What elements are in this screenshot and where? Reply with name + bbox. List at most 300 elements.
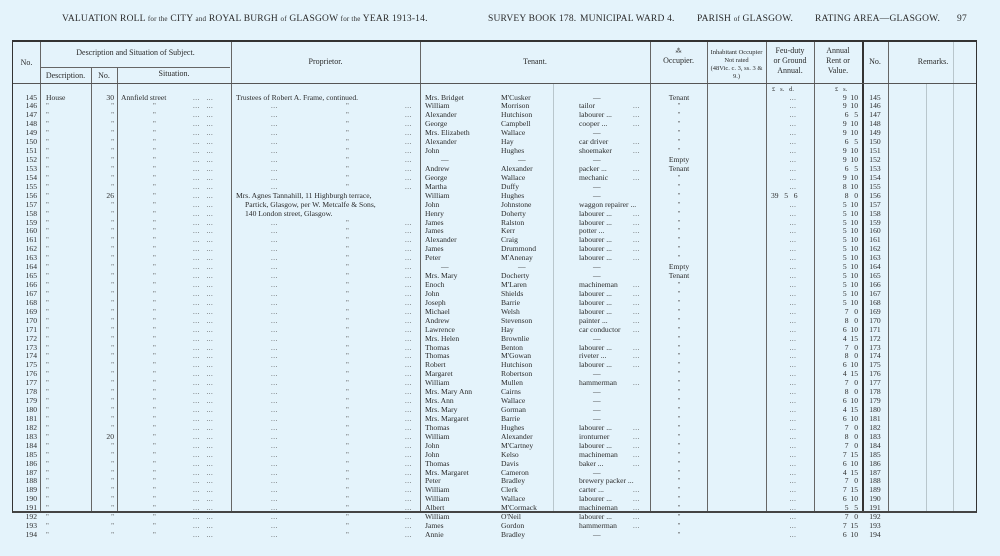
description: " <box>46 227 49 236</box>
proprietor-dots: ... <box>271 156 278 164</box>
situation: " <box>153 361 156 370</box>
feu-duty: ... <box>789 245 797 254</box>
house-number: " <box>111 138 114 147</box>
row-number-right: 186 <box>869 458 881 468</box>
situation: " <box>153 495 156 504</box>
occupier-status: " <box>677 531 681 540</box>
annual-rent: 8 0 <box>844 190 858 200</box>
row-number: 180 <box>25 405 37 415</box>
row-number: 176 <box>25 369 37 379</box>
row-number: 185 <box>25 449 37 459</box>
proprietor-dots: ... <box>271 289 278 298</box>
feu-duty: ... <box>789 263 797 272</box>
description: " <box>46 182 49 191</box>
situation-dots: ... ... <box>193 209 214 218</box>
situation-dots: ... ... <box>193 477 214 486</box>
description: " <box>46 522 49 531</box>
feu-line: Feu-duty <box>775 46 805 55</box>
occupier-status: " <box>677 129 681 138</box>
description: " <box>46 388 49 397</box>
table-row <box>13 495 978 504</box>
rent-line: Rent or <box>826 56 850 65</box>
proprietor-dots: ... <box>271 397 278 406</box>
feu-duty: ... <box>789 254 797 263</box>
row-number: 169 <box>25 306 37 316</box>
row-number-right: 184 <box>869 440 881 450</box>
proprietor-dots: ... <box>405 414 412 423</box>
occupation-dots: ... <box>633 450 640 459</box>
row-number-right: 157 <box>869 199 881 209</box>
proprietor-dots: ... <box>271 432 278 441</box>
annual-rent: 6 10 <box>842 360 858 370</box>
row-number-right: 191 <box>869 503 881 513</box>
house-number: " <box>111 316 114 325</box>
occupation: cooper ... <box>579 119 608 129</box>
description: " <box>46 423 49 432</box>
occupier-status: " <box>677 504 681 513</box>
table-row <box>13 460 978 469</box>
inhabitant-line: Not rated <box>724 57 749 64</box>
tenant-surname: M'Laren <box>501 280 527 290</box>
situation-dots: ... ... <box>193 414 214 423</box>
occupier-status: " <box>677 459 681 468</box>
occupation-dots: ... <box>633 120 640 129</box>
situation: " <box>153 263 156 272</box>
annual-rent: 4 15 <box>842 405 858 415</box>
annual-rent: 7 0 <box>844 512 858 522</box>
table-row <box>13 370 978 379</box>
row-number-right: 152 <box>869 155 881 164</box>
row-number-right: 175 <box>869 360 881 370</box>
occupier-status: " <box>677 245 681 254</box>
description: " <box>46 129 49 138</box>
row-number: 148 <box>25 119 37 129</box>
annual-rent: 5 10 <box>842 253 858 263</box>
rating-area: RATING AREA—GLASGOW. <box>815 14 941 24</box>
feu-duty: ... <box>789 352 797 361</box>
proprietor-dots: ... <box>405 459 412 468</box>
proprietor-dots: ... <box>271 423 278 432</box>
occupier-status: " <box>677 361 681 370</box>
proprietor-dots: ... <box>405 522 412 531</box>
table-row <box>13 433 978 442</box>
tenant-surname: Ralston <box>501 217 525 227</box>
proprietor-ditto: " <box>346 441 349 450</box>
table-row <box>13 192 978 201</box>
proprietor-ditto: " <box>346 182 349 191</box>
proprietor-dots: ... <box>405 495 412 504</box>
tenant-surname: Alexander <box>501 163 533 173</box>
col-header-occupier <box>650 49 707 66</box>
occupation: — <box>593 262 601 272</box>
table-row <box>13 522 978 531</box>
table-row <box>13 531 978 540</box>
occupation-dots: ... <box>633 423 640 432</box>
house-number: " <box>111 468 114 477</box>
proprietor-dots: ... <box>405 504 412 513</box>
proprietor-ditto: " <box>346 173 349 182</box>
description: " <box>46 432 49 441</box>
table-row <box>13 397 978 406</box>
parish-part: GLASGOW. <box>742 14 794 24</box>
house-number: " <box>111 397 114 406</box>
description: " <box>46 298 49 307</box>
proprietor-dots: ... <box>271 379 278 388</box>
proprietor-dots: ... <box>271 370 278 379</box>
tenant-first-name: Joseph <box>425 297 446 307</box>
situation-dots: ... ... <box>193 272 214 281</box>
situation-dots: ... ... <box>193 432 214 441</box>
row-number-right: 172 <box>869 333 881 343</box>
description: " <box>46 352 49 361</box>
proprietor-dots: ... <box>405 164 412 173</box>
house-number: 26 <box>106 190 114 200</box>
row-number: 179 <box>25 396 37 406</box>
tenant-surname: Barrie <box>501 297 520 307</box>
tenant-first-name: William <box>425 101 450 111</box>
occupation: — <box>593 333 601 343</box>
proprietor-dots: ... <box>405 227 412 236</box>
description: " <box>46 379 49 388</box>
tenant-first-name: Michael <box>425 306 450 316</box>
occupier-status: " <box>677 289 681 298</box>
proprietor-dots: ... <box>271 513 278 522</box>
feu-duty: ... <box>789 343 797 352</box>
valuation-table <box>12 40 977 540</box>
feu-duty: ... <box>789 450 797 459</box>
table-row <box>13 335 978 344</box>
feu-duty: ... <box>789 307 797 316</box>
row-number-right: 148 <box>869 119 881 129</box>
occupation-dots: ... <box>633 486 640 495</box>
situation-dots: ... ... <box>193 156 214 164</box>
tenant-surname: Hay <box>501 137 514 147</box>
occupation: — <box>593 155 601 164</box>
situation-dots: ... ... <box>193 531 214 540</box>
feu-line: Annual. <box>777 66 803 75</box>
occupation: labourer ... <box>579 422 612 432</box>
proprietor-dots: ... <box>271 459 278 468</box>
annual-rent: 9 10 <box>842 128 858 138</box>
tenant-first-name: Thomas <box>425 351 450 361</box>
proprietor: Partick, Glasgow, per W. Metcalfe & Sons, <box>245 199 376 209</box>
situation: " <box>153 432 156 441</box>
table-row <box>13 326 978 335</box>
proprietor-dots: ... <box>405 406 412 415</box>
situation-dots: ... ... <box>193 164 214 173</box>
occupation-dots: ... <box>633 218 640 227</box>
row-number-right: 168 <box>869 297 881 307</box>
tenant-surname: Hutchison <box>501 360 533 370</box>
row-number: 189 <box>25 485 37 495</box>
occupation-dots: ... <box>633 325 640 334</box>
situation-dots: ... ... <box>193 388 214 397</box>
description: " <box>46 254 49 263</box>
tenant-surname: Hughes <box>501 190 525 200</box>
row-number: 156 <box>25 190 37 200</box>
annual-rent: 5 10 <box>842 208 858 218</box>
row-number: 172 <box>25 333 37 343</box>
row-number-right: 190 <box>869 494 881 504</box>
feu-duty: ... <box>789 218 797 227</box>
situation: " <box>153 370 156 379</box>
proprietor-dots: ... <box>405 316 412 325</box>
description: " <box>46 486 49 495</box>
occupation: shoemaker <box>579 146 612 156</box>
situation: " <box>153 504 156 513</box>
situation: " <box>153 147 156 156</box>
feu-line: or Ground <box>773 56 807 65</box>
tenant-first-name: Henry <box>425 208 444 218</box>
table-row <box>13 174 978 183</box>
occupation: — <box>593 387 601 397</box>
situation-dots: ... ... <box>193 343 214 352</box>
tenant-surname: Craig <box>501 235 518 245</box>
occupier-status: " <box>677 522 681 531</box>
tenant-first-name: William <box>425 190 450 200</box>
row-number-right: 182 <box>869 422 881 432</box>
proprietor-dots: ... <box>405 272 412 281</box>
situation-dots: ... ... <box>193 486 214 495</box>
row-number-right: 177 <box>869 378 881 388</box>
situation-dots: ... ... <box>193 254 214 263</box>
proprietor-ditto: " <box>346 522 349 531</box>
table-row <box>13 201 978 210</box>
row-number-right: 174 <box>869 351 881 361</box>
tenant-surname: Welsh <box>501 306 520 316</box>
annual-rent: 5 10 <box>842 271 858 281</box>
feu-duty: ... <box>789 281 797 290</box>
occupation: labourer ... <box>579 494 612 504</box>
occupation: mechanic <box>579 172 609 182</box>
house-number: " <box>111 227 114 236</box>
tenant-first-name: Enoch <box>425 280 445 290</box>
situation-dots: ... ... <box>193 361 214 370</box>
occupier-status: " <box>677 147 681 156</box>
tenant-surname: Campbell <box>501 119 531 129</box>
description: " <box>46 397 49 406</box>
tenant-surname: Gorman <box>501 405 526 415</box>
occupation-dots: ... <box>633 281 640 290</box>
feu-duty: ... <box>789 388 797 397</box>
tenant-first-name: Mrs. Mary <box>425 405 458 415</box>
row-number-right: 149 <box>869 128 881 138</box>
situation: " <box>153 227 156 236</box>
annual-rent: 6 10 <box>842 396 858 406</box>
tenant-first-name: James <box>425 521 444 531</box>
tenant-first-name: Mrs. Helen <box>425 333 460 343</box>
row-number-right: 145 <box>869 92 881 102</box>
occupation-dots: ... <box>633 459 640 468</box>
row-number: 151 <box>25 146 37 156</box>
description: " <box>46 156 49 164</box>
house-number: " <box>111 245 114 254</box>
row-number-right: 188 <box>869 476 881 486</box>
feu-duty: ... <box>789 236 797 245</box>
tenant-surname: Morrison <box>501 101 530 111</box>
proprietor-dots: ... <box>405 370 412 379</box>
table-row <box>13 245 978 254</box>
occupier-status: " <box>677 414 681 423</box>
row-number-right: 192 <box>869 512 881 522</box>
tenant-first-name: Andrew <box>425 315 450 325</box>
proprietor-dots: ... <box>405 361 412 370</box>
row-number: 174 <box>25 351 37 361</box>
tenant-surname: M'Anenay <box>501 253 533 263</box>
annual-rent: 5 10 <box>842 280 858 290</box>
feu-duty: ... <box>789 531 797 540</box>
tenant-first-name: — <box>441 262 449 272</box>
house-number: " <box>111 200 114 209</box>
tenant-surname: Mullen <box>501 378 523 388</box>
tenant-surname: Cameron <box>501 467 529 477</box>
situation-dots: ... ... <box>193 513 214 522</box>
occupation: car driver <box>579 137 609 147</box>
occupier-status: " <box>677 495 681 504</box>
proprietor-dots: ... <box>271 164 278 173</box>
tenant-surname: M'Cartney <box>501 440 534 450</box>
description: " <box>46 316 49 325</box>
feu-duty: ... <box>789 93 797 102</box>
annual-rent: 9 10 <box>842 92 858 102</box>
description: " <box>46 272 49 281</box>
feu-duty: ... <box>789 227 797 236</box>
proprietor-dots: ... <box>271 316 278 325</box>
proprietor-dots: ... <box>271 414 278 423</box>
row-number-right: 189 <box>869 485 881 495</box>
occupation-dots: ... <box>633 173 640 182</box>
description: " <box>46 111 49 120</box>
tenant-first-name: William <box>425 431 450 441</box>
situation: " <box>153 459 156 468</box>
row-number: 165 <box>25 271 37 281</box>
situation: " <box>153 388 156 397</box>
situation-dots: ... ... <box>193 93 214 102</box>
row-number-right: 160 <box>869 226 881 236</box>
situation: " <box>153 468 156 477</box>
feu-duty: ... <box>789 111 797 120</box>
row-number-right: 176 <box>869 369 881 379</box>
situation: " <box>153 531 156 540</box>
proprietor-dots: ... <box>271 147 278 156</box>
occupation: machineman <box>579 503 618 513</box>
proprietor-dots: ... <box>271 406 278 415</box>
annual-rent: 6 10 <box>842 458 858 468</box>
feu-duty: ... <box>789 298 797 307</box>
proprietor-dots: ... <box>405 432 412 441</box>
occupier-status: Tenant <box>668 271 690 281</box>
occupier-status: " <box>677 218 681 227</box>
tenant-surname: Duffy <box>501 181 519 191</box>
occupier-status: " <box>677 191 681 200</box>
house-number: " <box>111 147 114 156</box>
description: " <box>46 343 49 352</box>
occupier-label: Occupier. <box>663 56 694 65</box>
row-number-right: 178 <box>869 387 881 397</box>
tenant-first-name: James <box>425 217 444 227</box>
table-row <box>13 504 978 513</box>
proprietor-ditto: " <box>346 138 349 147</box>
occupation: labourer ... <box>579 440 612 450</box>
situation: " <box>153 397 156 406</box>
situation-dots: ... ... <box>193 245 214 254</box>
description: " <box>46 370 49 379</box>
row-number-right: 159 <box>869 217 881 227</box>
tenant-first-name: Peter <box>425 476 441 486</box>
table-row <box>13 281 978 290</box>
situation-dots: ... ... <box>193 370 214 379</box>
occupation-dots: ... <box>633 379 640 388</box>
proprietor-dots: ... <box>271 111 278 120</box>
proprietor-dots: ... <box>271 307 278 316</box>
row-number-right: 173 <box>869 342 881 352</box>
occupation-dots: ... <box>633 289 640 298</box>
table-row <box>13 263 978 272</box>
feu-duty: ... <box>789 370 797 379</box>
situation-dots: ... ... <box>193 200 214 209</box>
occupier-status: " <box>677 254 681 263</box>
table-row <box>13 486 978 495</box>
house-number: " <box>111 254 114 263</box>
proprietor-dots: ... <box>405 343 412 352</box>
proprietor-dots: ... <box>271 352 278 361</box>
situation: " <box>153 129 156 138</box>
occupation-dots: ... <box>633 343 640 352</box>
tenant-first-name: Albert <box>425 503 445 513</box>
proprietor-dots: ... <box>405 298 412 307</box>
row-number-right: 146 <box>869 101 881 111</box>
proprietor-ditto: " <box>346 388 349 397</box>
occupation: labourer ... <box>579 244 612 254</box>
occupation-dots: ... <box>633 495 640 504</box>
situation: " <box>153 218 156 227</box>
row-number: 146 <box>25 101 37 111</box>
proprietor-ditto: " <box>346 111 349 120</box>
proprietor-ditto: " <box>346 513 349 522</box>
proprietor-dots: ... <box>271 182 278 191</box>
row-number: 192 <box>25 512 37 522</box>
occupier-status: " <box>677 486 681 495</box>
tenant-first-name: William <box>425 378 450 388</box>
occupier-status: " <box>677 334 681 343</box>
feu-duty: ... <box>789 397 797 406</box>
occupier-status: " <box>677 343 681 352</box>
house-number: " <box>111 343 114 352</box>
row-number: 178 <box>25 387 37 397</box>
description: " <box>46 281 49 290</box>
proprietor-ditto: " <box>346 316 349 325</box>
situation: " <box>153 102 156 111</box>
row-number-right: 156 <box>869 190 881 200</box>
occupier-status: " <box>677 200 681 209</box>
tenant-surname: Bradley <box>501 476 526 486</box>
situation-dots: ... ... <box>193 316 214 325</box>
occupation: — <box>593 128 601 138</box>
situation-dots: ... ... <box>193 441 214 450</box>
feu-duty: ... <box>789 289 797 298</box>
house-number: " <box>111 281 114 290</box>
occupation: machineman <box>579 280 618 290</box>
proprietor: Mrs. Agnes Tannahill, 11 Highburgh terrace, <box>236 190 372 200</box>
situation-dots: ... ... <box>193 120 214 129</box>
row-number: 190 <box>25 494 37 504</box>
situation-dots: ... ... <box>193 522 214 531</box>
feu-duty: ... <box>789 361 797 370</box>
tenant-first-name: George <box>425 119 448 129</box>
col-header-sub-no: No. <box>98 71 110 80</box>
occupation: waggon repairer ... <box>579 199 637 209</box>
feu-duty: ... <box>789 138 797 147</box>
